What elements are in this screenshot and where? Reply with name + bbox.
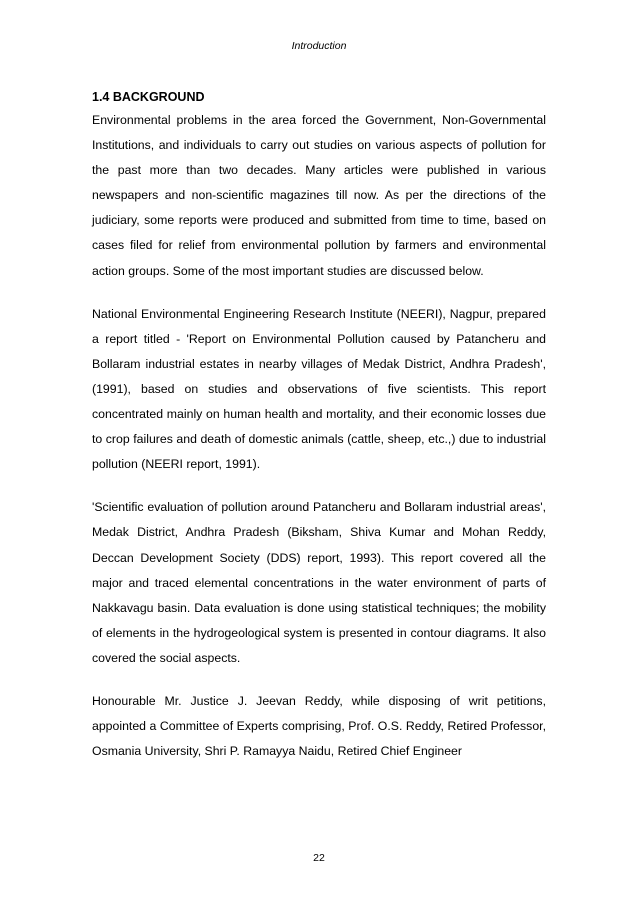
section-heading: 1.4 BACKGROUND	[92, 90, 205, 104]
page-number: 22	[313, 852, 325, 864]
running-header: Introduction	[291, 40, 347, 52]
paragraph-dds-report: 'Scientific evaluation of pollution around Patancheru and Bollaram industrial areas', Medak District, Andhra Pradesh (Biksham, Shiva Kumar and Mohan Reddy, Deccan Development Society (DDS) report, 1993). This report covered all the major and traced elemental concentrations in the water environment of parts of Nakkavagu basin. Data evaluation is done using statistical techniques; the mobility of elements in the hydrogeological system is presented in contour diagrams. It also covered the social aspects.	[92, 500, 546, 665]
paragraph-background-intro: Environmental problems in the area forced the Government, Non-Governmental Institutions, and individuals to carry out studies on various aspects of pollution for the past more than two decades. Many articles were published in various newspapers and non-scientific magazines till now. As per the directions of the judiciary, some reports were produced and submitted from time to time, based on cases filed for relief from environmental pollution by farmers and environmental action groups. Some of the most important studies are discussed below.	[92, 113, 546, 278]
page-body	[92, 86, 546, 764]
paragraph-expert-committee: Honourable Mr. Justice J. Jeevan Reddy, while disposing of writ petitions, appointed a Committee of Experts comprising, Prof. O.S. Reddy, Retired Professor, Osmania University, Shri P. Ramayya Naidu, Retired Chief Engineer	[92, 693, 546, 759]
paragraph-neeri-report: National Environmental Engineering Research Institute (NEERI), Nagpur, prepared a report titled - 'Report on Environmental Pollution caused by Patancheru and Bollaram industrial estates in nearby villages of Medak District, Andhra Pradesh', (1991), based on studies and observations of five scientists. This report concentrated mainly on human health and mortality, and their economic losses due to crop failures and death of domestic animals (cattle, sheep, etc.,) due to industrial pollution (NEERI report, 1991).	[92, 306, 546, 472]
